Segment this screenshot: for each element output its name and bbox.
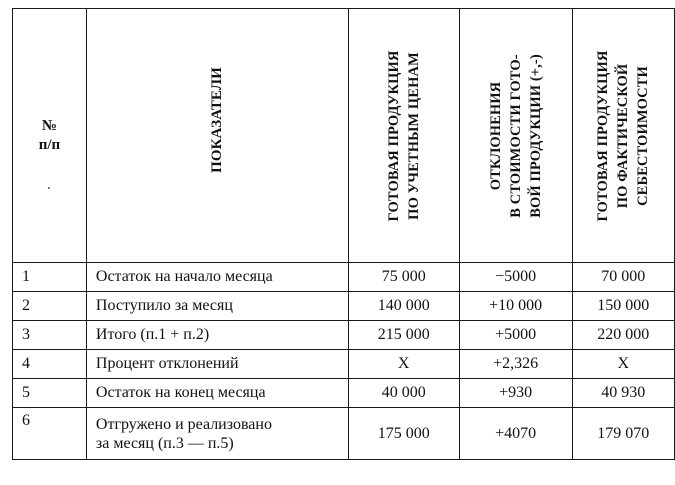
row-indicator	[86, 408, 348, 460]
row-number: 4	[13, 350, 87, 379]
row-indicator: Остаток на конец месяца	[86, 379, 348, 408]
row-deviation-value: −5000	[459, 263, 572, 292]
table-row	[13, 379, 675, 408]
row-number: 3	[13, 321, 87, 350]
header-actual-cost	[572, 9, 674, 263]
header-col3-line-3: СЕБЕСТОИМОСТИ	[635, 65, 652, 206]
row-indicator: Поступило за месяц	[86, 292, 348, 321]
row-indicator: Процент отклонений	[86, 350, 348, 379]
row-accounting-value: 75 000	[348, 263, 459, 292]
row-accounting-value: 215 000	[348, 321, 459, 350]
table-row	[13, 292, 675, 321]
row-deviation-value: +5000	[459, 321, 572, 350]
header-col2-line-2: В СТОИМОСТИ ГОТО-	[507, 53, 524, 218]
row-number: 1	[13, 263, 87, 292]
header-col3-line-2: ПО ФАКТИЧЕСКОЙ	[615, 63, 632, 208]
row-indicator: Итого (п.1 + п.2)	[86, 321, 348, 350]
row-actual-value: 40 930	[572, 379, 674, 408]
production-table	[12, 8, 675, 460]
header-indicators-label: ПОКАЗАТЕЛИ	[209, 67, 226, 174]
row-accounting-value: 175 000	[348, 408, 459, 460]
header-accounting-prices	[348, 9, 459, 263]
row-accounting-value: 40 000	[348, 379, 459, 408]
row-number: 2	[13, 292, 87, 321]
header-indicators	[86, 9, 348, 263]
row-deviation-value: +2,326	[459, 350, 572, 379]
header-number-line-1: №	[41, 117, 57, 134]
row-deviation-value: +10 000	[459, 292, 572, 321]
header-col2-line-1: ОТКЛОНЕНИЯ	[487, 81, 504, 190]
header-col2-line-3: ВОЙ ПРОДУКЦИИ (+,-)	[527, 53, 544, 218]
row-indicator-line-2: за месяц (п.3 — п.5)	[95, 434, 234, 452]
row-actual-value: 150 000	[572, 292, 674, 321]
row-indicator-line-1: Отгружено и реализовано	[95, 415, 272, 433]
table-row	[13, 263, 675, 292]
header-number	[13, 9, 87, 263]
header-col3-line-1: ГОТОВАЯ ПРОДУКЦИЯ	[595, 50, 612, 221]
row-actual-value: X	[572, 350, 674, 379]
row-actual-value: 220 000	[572, 321, 674, 350]
row-indicator: Остаток на начало месяца	[86, 263, 348, 292]
header-row	[13, 9, 675, 263]
row-actual-value: 179 070	[572, 408, 674, 460]
row-actual-value: 70 000	[572, 263, 674, 292]
header-number-line-2: п/п	[38, 136, 61, 153]
row-deviation-value: +930	[459, 379, 572, 408]
row-accounting-value: 140 000	[348, 292, 459, 321]
row-number: 5	[13, 379, 87, 408]
header-deviations	[459, 9, 572, 263]
table-row	[13, 350, 675, 379]
header-col1-line-1: ГОТОВАЯ ПРОДУКЦИЯ	[385, 50, 402, 221]
row-deviation-value: +4070	[459, 408, 572, 460]
table-row	[13, 408, 675, 460]
table-row	[13, 321, 675, 350]
row-number: 6	[13, 408, 87, 460]
row-accounting-value: X	[348, 350, 459, 379]
header-col1-line-2: ПО УЧЕТНЫМ ЦЕНАМ	[405, 51, 422, 220]
